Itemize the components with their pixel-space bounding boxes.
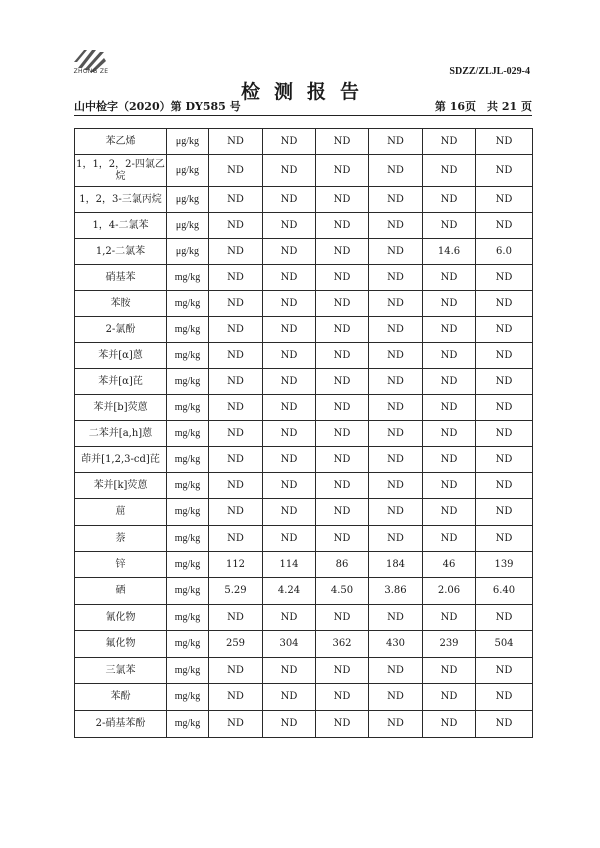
result-cell: 6.0 [476, 239, 533, 265]
result-cell: ND [423, 291, 476, 317]
result-cell: ND [369, 369, 423, 395]
result-cell: ND [476, 265, 533, 291]
result-cell: ND [209, 447, 263, 473]
result-cell: ND [316, 317, 369, 343]
result-cell: ND [209, 499, 263, 526]
table-row [75, 265, 533, 291]
result-cell: 362 [316, 631, 369, 658]
unit-cell: mg/kg [167, 265, 209, 291]
result-cell: ND [369, 473, 423, 499]
table-row [75, 684, 533, 711]
result-cell: ND [209, 187, 263, 213]
result-cell: ND [316, 187, 369, 213]
result-cell: ND [423, 421, 476, 447]
result-cell: ND [316, 473, 369, 499]
result-cell: ND [263, 526, 316, 552]
result-cell: ND [476, 129, 533, 155]
analyte-name: 茚并[1,2,3-cd]芘 [75, 447, 167, 473]
table-row [75, 343, 533, 369]
result-cell: ND [369, 317, 423, 343]
unit-cell: μg/kg [167, 129, 209, 155]
result-cell: ND [369, 187, 423, 213]
result-cell: ND [369, 129, 423, 155]
table-row [75, 291, 533, 317]
unit-cell: mg/kg [167, 369, 209, 395]
result-cell: ND [263, 421, 316, 447]
result-cell: ND [263, 291, 316, 317]
result-cell: ND [316, 239, 369, 265]
result-cell: ND [263, 187, 316, 213]
result-cell: ND [209, 343, 263, 369]
result-cell: ND [476, 421, 533, 447]
result-cell: ND [209, 129, 263, 155]
result-cell: 239 [423, 631, 476, 658]
page-info: 第 16页 共 21 页 [434, 100, 532, 113]
result-cell: ND [476, 155, 533, 187]
result-cell: ND [369, 526, 423, 552]
result-cell: ND [263, 605, 316, 631]
analyte-name: 2-氯酚 [75, 317, 167, 343]
result-cell: ND [476, 684, 533, 711]
analyte-name: 1，2，3-三氯丙烷 [75, 187, 167, 213]
analyte-name: 1,2-二氯苯 [75, 239, 167, 265]
result-cell: 14.6 [423, 239, 476, 265]
result-cell: ND [423, 395, 476, 421]
analyte-name: 苯并[b]荧蒽 [75, 395, 167, 421]
unit-cell: mg/kg [167, 421, 209, 447]
result-cell: 46 [423, 552, 476, 578]
result-cell: 112 [209, 552, 263, 578]
table-row [75, 395, 533, 421]
result-cell: ND [316, 291, 369, 317]
result-cell: ND [476, 447, 533, 473]
result-cell: ND [423, 317, 476, 343]
result-cell: ND [476, 658, 533, 684]
result-cell: ND [263, 499, 316, 526]
result-cell: 5.29 [209, 578, 263, 605]
result-cell: ND [423, 499, 476, 526]
result-cell: ND [316, 343, 369, 369]
result-cell: ND [423, 711, 476, 738]
result-cell: ND [209, 369, 263, 395]
result-cell: ND [316, 421, 369, 447]
table-row [75, 473, 533, 499]
result-cell: 4.24 [263, 578, 316, 605]
result-cell: ND [476, 369, 533, 395]
result-cell: ND [369, 213, 423, 239]
analyte-name: 萘 [75, 526, 167, 552]
analyte-name: 氰化物 [75, 605, 167, 631]
result-cell: ND [369, 395, 423, 421]
result-cell: ND [263, 395, 316, 421]
result-cell: 86 [316, 552, 369, 578]
result-cell: ND [209, 711, 263, 738]
result-cell: ND [316, 499, 369, 526]
result-cell: ND [209, 473, 263, 499]
report-number: 山中检字（2020）第 DY585 号 [74, 100, 241, 113]
result-cell: ND [369, 343, 423, 369]
unit-cell: μg/kg [167, 187, 209, 213]
result-cell: 504 [476, 631, 533, 658]
table-row [75, 605, 533, 631]
result-cell: ND [476, 317, 533, 343]
result-cell: ND [476, 711, 533, 738]
results-table [74, 128, 533, 738]
table-row [75, 658, 533, 684]
table-row [75, 421, 533, 447]
unit-cell: mg/kg [167, 526, 209, 552]
result-cell: ND [476, 499, 533, 526]
result-cell: ND [316, 369, 369, 395]
table-row [75, 631, 533, 658]
analyte-name: 苯乙烯 [75, 129, 167, 155]
result-cell: ND [369, 265, 423, 291]
result-cell: ND [476, 526, 533, 552]
table-row [75, 499, 533, 526]
logo-text: ZHONG ZE [73, 68, 109, 75]
result-cell: 259 [209, 631, 263, 658]
result-cell: ND [476, 187, 533, 213]
result-cell: ND [476, 605, 533, 631]
unit-cell: mg/kg [167, 343, 209, 369]
result-cell: ND [263, 447, 316, 473]
table-row [75, 711, 533, 738]
result-cell: ND [423, 369, 476, 395]
result-cell: ND [209, 239, 263, 265]
document-number: SDZZ/ZLJL-029-4 [449, 66, 530, 77]
unit-cell: mg/kg [167, 447, 209, 473]
table-row [75, 129, 533, 155]
result-cell: ND [369, 684, 423, 711]
result-cell: ND [209, 213, 263, 239]
result-cell: ND [263, 369, 316, 395]
result-cell: ND [209, 658, 263, 684]
result-cell: ND [209, 395, 263, 421]
unit-cell: mg/kg [167, 291, 209, 317]
analyte-name: 苯并[k]荧蒽 [75, 473, 167, 499]
result-cell: ND [476, 473, 533, 499]
result-cell: ND [316, 684, 369, 711]
result-cell: 139 [476, 552, 533, 578]
table-row [75, 239, 533, 265]
result-cell: ND [209, 155, 263, 187]
table-row [75, 317, 533, 343]
result-cell: ND [423, 213, 476, 239]
unit-cell: mg/kg [167, 658, 209, 684]
result-cell: ND [209, 317, 263, 343]
table-row [75, 447, 533, 473]
result-cell: ND [263, 343, 316, 369]
analyte-name: 苯胺 [75, 291, 167, 317]
analyte-name: 苯并[α]蒽 [75, 343, 167, 369]
result-cell: ND [423, 605, 476, 631]
result-cell: ND [263, 239, 316, 265]
unit-cell: mg/kg [167, 473, 209, 499]
result-cell: ND [263, 473, 316, 499]
unit-cell: mg/kg [167, 552, 209, 578]
analyte-name: 1，4-二氯苯 [75, 213, 167, 239]
result-cell: ND [423, 526, 476, 552]
table-row [75, 552, 533, 578]
result-cell: ND [369, 658, 423, 684]
result-cell: ND [476, 291, 533, 317]
result-cell: 304 [263, 631, 316, 658]
result-cell: ND [263, 658, 316, 684]
result-cell: 430 [369, 631, 423, 658]
result-cell: 2.06 [423, 578, 476, 605]
result-cell: ND [316, 213, 369, 239]
unit-cell: mg/kg [167, 578, 209, 605]
analyte-name: 苯酚 [75, 684, 167, 711]
result-cell: ND [316, 526, 369, 552]
result-cell: ND [263, 265, 316, 291]
result-cell: ND [423, 684, 476, 711]
result-cell: ND [369, 711, 423, 738]
result-cell: ND [209, 265, 263, 291]
result-cell: ND [316, 711, 369, 738]
result-cell: 4.50 [316, 578, 369, 605]
result-cell: ND [369, 605, 423, 631]
result-cell: ND [369, 421, 423, 447]
unit-cell: mg/kg [167, 317, 209, 343]
analyte-name: 苯并[α]芘 [75, 369, 167, 395]
result-cell: ND [209, 421, 263, 447]
unit-cell: mg/kg [167, 631, 209, 658]
result-cell: ND [476, 343, 533, 369]
table-row [75, 155, 533, 187]
table-row [75, 213, 533, 239]
report-subheader [74, 98, 532, 116]
result-cell: ND [423, 265, 476, 291]
unit-cell: mg/kg [167, 711, 209, 738]
result-cell: ND [369, 499, 423, 526]
analyte-name: 硒 [75, 578, 167, 605]
result-cell: ND [209, 684, 263, 711]
analyte-name: 氟化物 [75, 631, 167, 658]
result-cell: ND [316, 129, 369, 155]
result-cell: ND [369, 155, 423, 187]
analyte-name: 锌 [75, 552, 167, 578]
result-cell: ND [423, 447, 476, 473]
table-row [75, 187, 533, 213]
result-cell: ND [423, 343, 476, 369]
analyte-name: 二苯并[a,h]蒽 [75, 421, 167, 447]
result-cell: ND [263, 317, 316, 343]
result-cell: ND [369, 291, 423, 317]
table-row [75, 526, 533, 552]
result-cell: ND [263, 213, 316, 239]
analyte-name: 2-硝基苯酚 [75, 711, 167, 738]
result-cell: ND [263, 684, 316, 711]
result-cell: ND [209, 526, 263, 552]
unit-cell: μg/kg [167, 155, 209, 187]
result-cell: ND [423, 155, 476, 187]
unit-cell: mg/kg [167, 684, 209, 711]
unit-cell: mg/kg [167, 395, 209, 421]
result-cell: ND [316, 155, 369, 187]
result-cell: ND [316, 658, 369, 684]
result-cell: ND [476, 213, 533, 239]
zhongze-logo-icon [70, 40, 110, 82]
unit-cell: mg/kg [167, 499, 209, 526]
unit-cell: mg/kg [167, 605, 209, 631]
result-cell: 3.86 [369, 578, 423, 605]
result-cell: ND [316, 447, 369, 473]
result-cell: ND [369, 447, 423, 473]
result-cell: ND [423, 187, 476, 213]
result-cell: ND [316, 265, 369, 291]
result-cell: 114 [263, 552, 316, 578]
analyte-name: 硝基苯 [75, 265, 167, 291]
result-cell: ND [263, 129, 316, 155]
result-cell: ND [423, 473, 476, 499]
result-cell: ND [209, 291, 263, 317]
unit-cell: μg/kg [167, 239, 209, 265]
unit-cell: μg/kg [167, 213, 209, 239]
result-cell: ND [423, 129, 476, 155]
page-title: 检测报告 [240, 81, 373, 103]
analyte-name: 䓛 [75, 499, 167, 526]
result-cell: ND [369, 239, 423, 265]
result-cell: ND [263, 155, 316, 187]
result-cell: ND [423, 658, 476, 684]
table-row [75, 369, 533, 395]
result-cell: ND [316, 395, 369, 421]
result-cell: 184 [369, 552, 423, 578]
result-cell: ND [209, 605, 263, 631]
result-cell: ND [316, 605, 369, 631]
analyte-name: 1，1，2，2-四氯乙烷 [75, 155, 167, 187]
result-cell: ND [263, 711, 316, 738]
analyte-name: 三氯苯 [75, 658, 167, 684]
result-cell: ND [476, 395, 533, 421]
table-row [75, 578, 533, 605]
result-cell: 6.40 [476, 578, 533, 605]
